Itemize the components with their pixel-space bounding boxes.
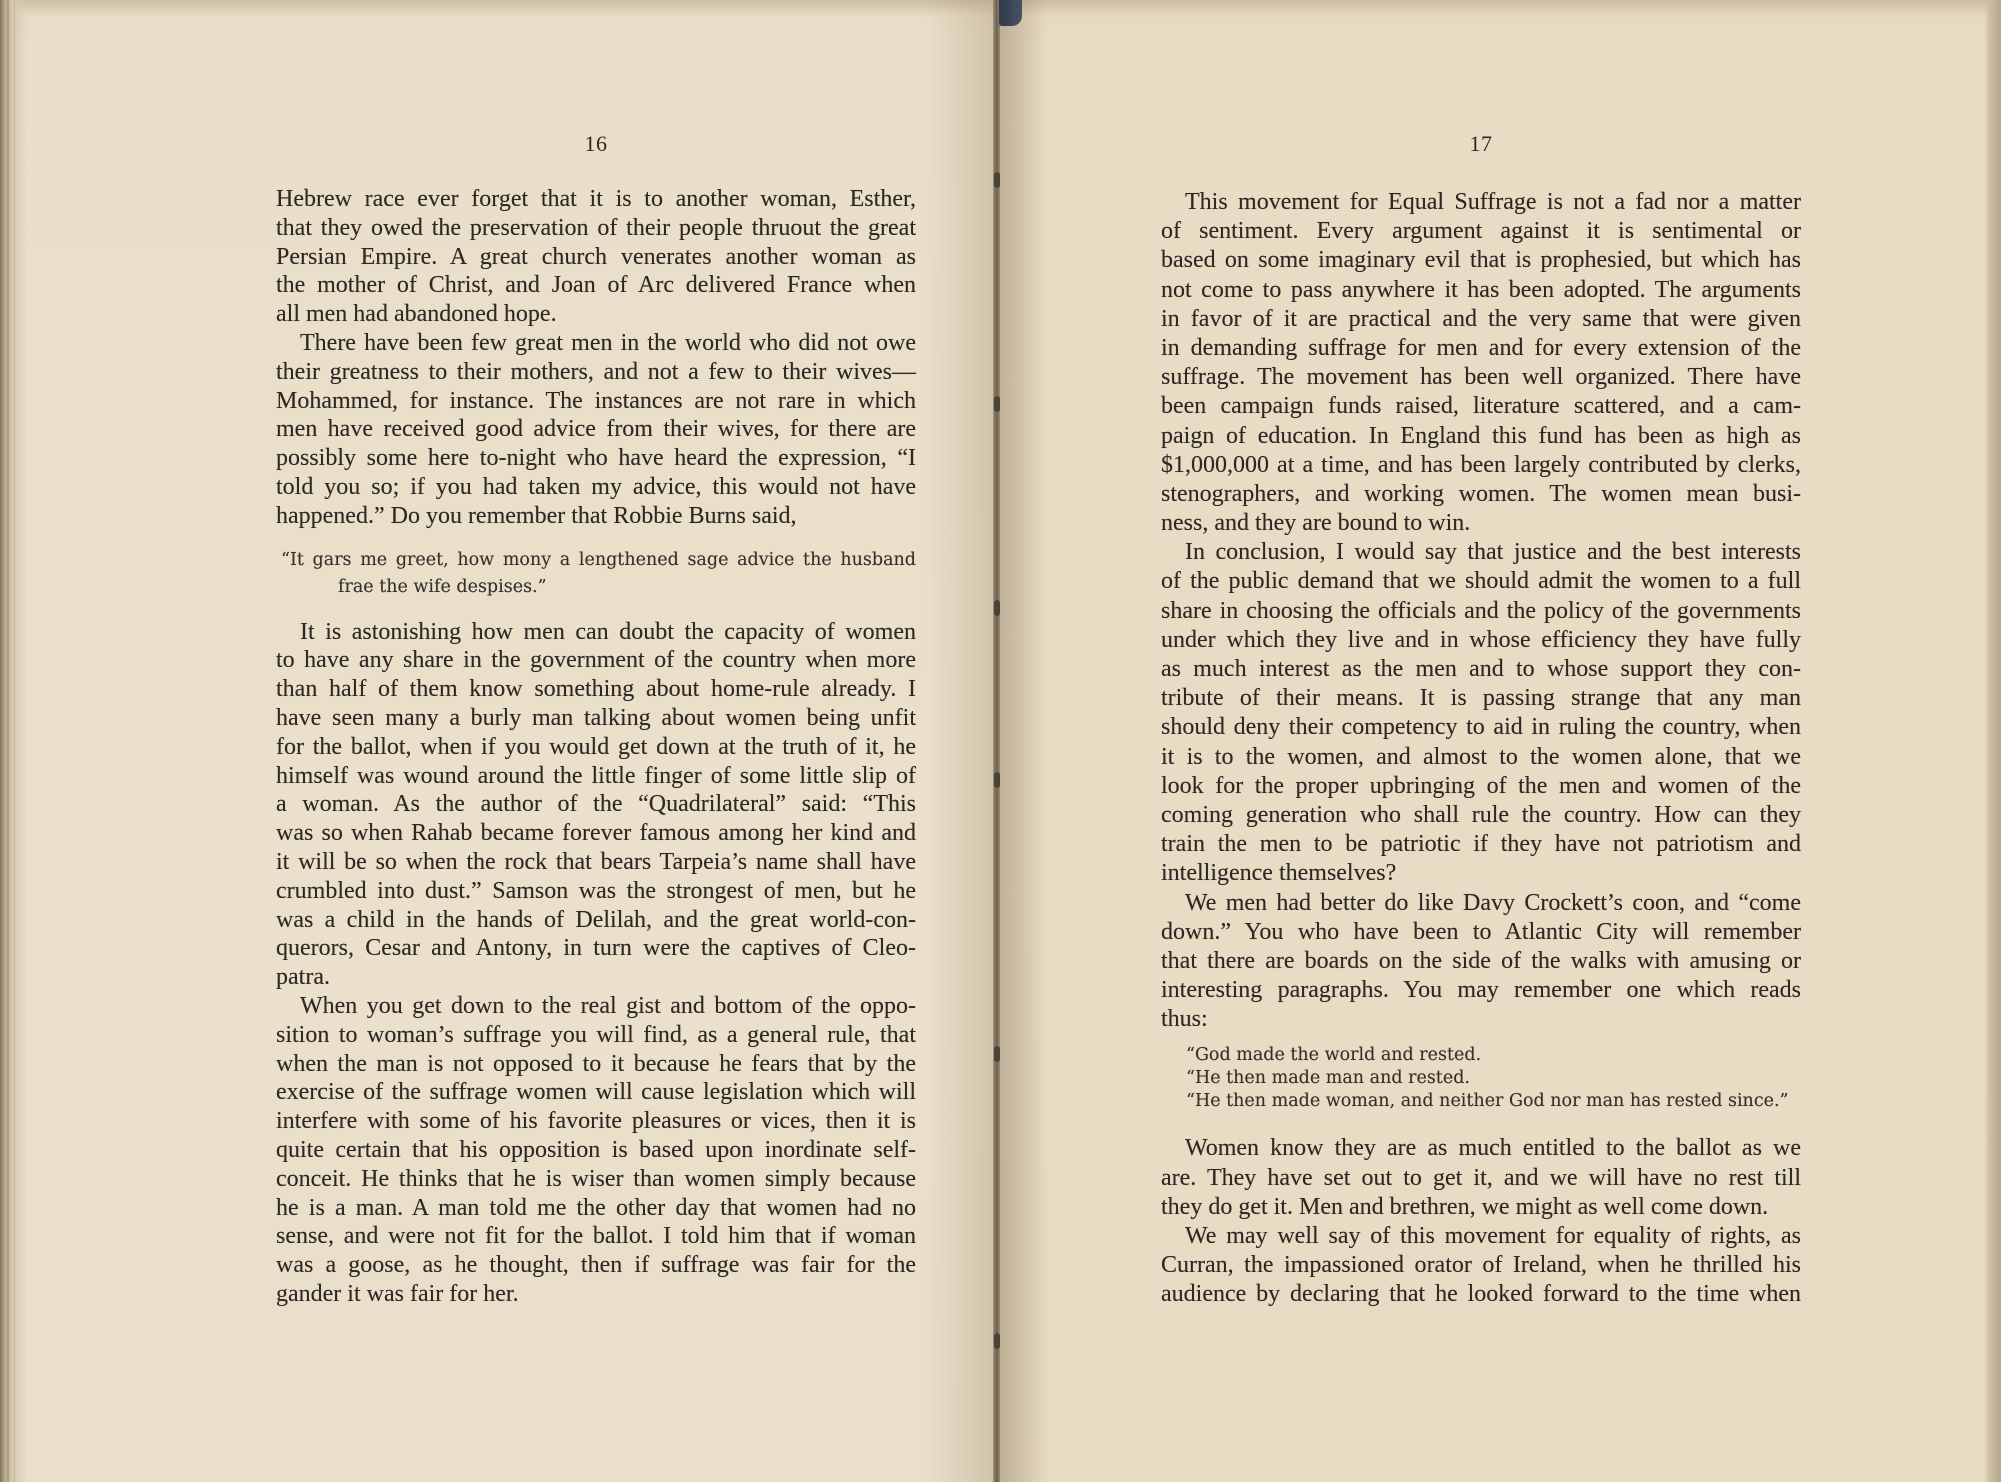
text-line: should deny their competency to aid in ruling the country, when — [1161, 714, 1801, 741]
text-line: in favor of it are practical and the very same that were given — [1161, 305, 1801, 332]
text-line: are. They have set out to get it, and we will have no rest till — [1161, 1164, 1801, 1191]
text-line: intelligence themselves? — [1161, 860, 1397, 887]
text-line: he is a man. A man told me the other day that women had no — [276, 1194, 916, 1221]
text-line: their greatness to their mothers, and not a few to their wives— — [276, 358, 916, 385]
text-line: We men had better do like Davy Crockett’s coon, and “come — [1185, 889, 1801, 916]
text-line: train the men to be patriotic if they have not patriotism and — [1161, 831, 1801, 858]
text-line: to have any share in the government of the country when more — [276, 647, 916, 674]
paragraph — [276, 992, 916, 1309]
paragraph — [1161, 538, 1801, 888]
text-line: paign of education. In England this fund has been as high as — [1161, 422, 1801, 449]
text-line: down.” You who have been to Atlantic City will remember — [1161, 918, 1801, 945]
text-line: quite certain that his opposition is based upon inordinate self- — [276, 1136, 916, 1163]
quote-line: “He then made woman, and neither God nor man has rested since.” — [1186, 1091, 1789, 1112]
text-line: patra. — [276, 964, 330, 991]
text-line: stenographers, and working women. The women mean busi- — [1161, 480, 1801, 507]
text-line: exercise of the suffrage women will cause legislation which will — [276, 1079, 916, 1106]
text-line: Persian Empire. A great church venerates another woman as — [276, 243, 916, 270]
text-line: that there are boards on the side of the walks with amusing or — [1161, 947, 1801, 974]
page-number: 17 — [1469, 131, 1493, 156]
text-line: It is astonishing how men can doubt the capacity of women — [300, 618, 916, 645]
text-line: Hebrew race ever forget that it is to another woman, Esther, — [276, 186, 916, 212]
text-line: men have received good advice from their wives, for there are — [276, 416, 916, 443]
text-line: Mohammed, for instance. The instances are not rare in which — [276, 387, 916, 414]
text-line: than half of them know something about home-rule already. I — [276, 676, 916, 703]
paragraph — [1161, 1134, 1801, 1222]
text-line: himself was wound around the little finger of some little slip of — [276, 762, 916, 789]
page-number: 16 — [584, 131, 608, 156]
page-text-column — [1161, 188, 1801, 1310]
text-line: When you get down to the real gist and bottom of the oppo- — [300, 992, 916, 1019]
right-page — [996, 0, 2001, 1482]
text-line: audience by declaring that he looked forward to the time when — [1161, 1281, 1801, 1308]
text-line: thus: — [1161, 1006, 1208, 1033]
text-line: in demanding suffrage for men and for every extension of the — [1161, 334, 1801, 361]
text-line: In conclusion, I would say that justice and the best interests — [1185, 539, 1801, 566]
text-line: conceit. He thinks that he is wiser than women simply because — [276, 1165, 916, 1192]
text-line: interfere with some of his favorite pleasures or vices, then it is — [276, 1108, 916, 1135]
text-line: This movement for Equal Suffrage is not a fad nor a matter — [1185, 189, 1801, 215]
text-line: sense, and were not fit for the ballot. I told him that if woman — [276, 1223, 916, 1250]
text-line: $1,000,000 at a time, and has been largely contributed by clerks, — [1161, 451, 1801, 478]
text-line: There have been few great men in the world who did not owe — [300, 329, 916, 356]
quote-line: “It gars me greet, how mony a lengthened sage advice the husband — [281, 549, 916, 570]
text-line: was so when Rahab became forever famous among her kind and — [276, 820, 916, 847]
block-quote — [276, 547, 916, 601]
text-line: We may well say of this movement for equality of rights, as — [1185, 1223, 1801, 1249]
text-line: suffrage. The movement has been well organized. There have — [1161, 364, 1801, 391]
text-line: as much interest as the men and to whose support they con- — [1161, 656, 1801, 682]
text-line: they do get it. Men and brethren, we might as well come down. — [1161, 1193, 1769, 1220]
text-line: not come to pass anywhere it has been adopted. The arguments — [1161, 276, 1801, 303]
text-line: of sentiment. Every argument against it is sentimental or — [1161, 218, 1801, 245]
paragraph — [1161, 889, 1801, 1035]
block-quote — [1161, 1044, 1801, 1113]
text-line: a woman. As the author of the “Quadrilateral” said: “This — [276, 791, 916, 818]
text-line: interesting paragraphs. You may remember one which reads — [1161, 977, 1801, 1004]
text-line: possibly some here to-night who have heard the expression, “I — [276, 445, 916, 472]
text-line: been campaign funds raised, literature scattered, and a cam- — [1161, 393, 1801, 420]
text-line: sition to woman’s suffrage you will find, as a general rule, that — [276, 1021, 916, 1048]
text-line: was a goose, as he thought, then if suffrage was fair for the — [276, 1252, 916, 1279]
text-line: was a child in the hands of Delilah, and the great world-con- — [276, 906, 916, 933]
text-line: happened.” Do you remember that Robbie Burns said, — [276, 502, 797, 529]
paragraph — [1161, 1222, 1801, 1310]
quote-line: frae the wife despises.” — [338, 576, 547, 597]
quote-line: “He then made man and rested. — [1186, 1068, 1470, 1089]
text-line: coming generation who shall rule the country. How can they — [1161, 801, 1801, 828]
page-text-column — [276, 185, 916, 1309]
text-line: Curran, the impassioned orator of Ireland, when he thrilled his — [1161, 1252, 1801, 1279]
left-page — [0, 0, 996, 1482]
text-line: under which they live and in whose efficiency they have fully — [1161, 626, 1801, 653]
paragraph — [276, 185, 916, 329]
text-line: that they owed the preservation of their people thruout the great — [276, 214, 916, 241]
text-line: based on some imaginary evil that is prophesied, but which has — [1161, 247, 1801, 274]
quote-line: “God made the world and rested. — [1186, 1045, 1482, 1066]
text-line: it is to the women, and almost to the women alone, that we — [1161, 743, 1801, 770]
paragraph — [276, 329, 916, 531]
text-line: when the man is not opposed to it because he fears that by the — [276, 1050, 916, 1077]
text-line: querors, Cesar and Antony, in turn were the captives of Cleo- — [276, 935, 916, 962]
text-line: share in choosing the officials and the policy of the governments — [1161, 597, 1801, 624]
text-line: tribute of their means. It is passing strange that any man — [1161, 685, 1801, 712]
text-line: gander it was fair for her. — [276, 1280, 519, 1307]
text-line: all men had abandoned hope. — [276, 301, 557, 328]
paragraph — [276, 618, 916, 992]
text-line: for the ballot, when if you would get down at the truth of it, he — [276, 733, 916, 760]
text-line: Women know they are as much entitled to the ballot as we — [1185, 1135, 1801, 1162]
text-line: the mother of Christ, and Joan of Arc delivered France when — [276, 272, 916, 299]
text-line: look for the proper upbringing of the men and women of the — [1161, 772, 1801, 799]
text-line: ness, and they are bound to win. — [1161, 510, 1471, 537]
text-line: crumbled into dust.” Samson was the strongest of men, but he — [276, 877, 916, 904]
paragraph — [1161, 188, 1801, 538]
text-line: have seen many a burly man talking about women being unfit — [276, 704, 916, 731]
text-line: it will be so when the rock that bears Tarpeia’s name shall have — [276, 848, 916, 875]
text-line: of the public demand that we should admit the women to a full — [1161, 568, 1801, 595]
text-line: told you so; if you had taken my advice, this would not have — [276, 473, 916, 500]
